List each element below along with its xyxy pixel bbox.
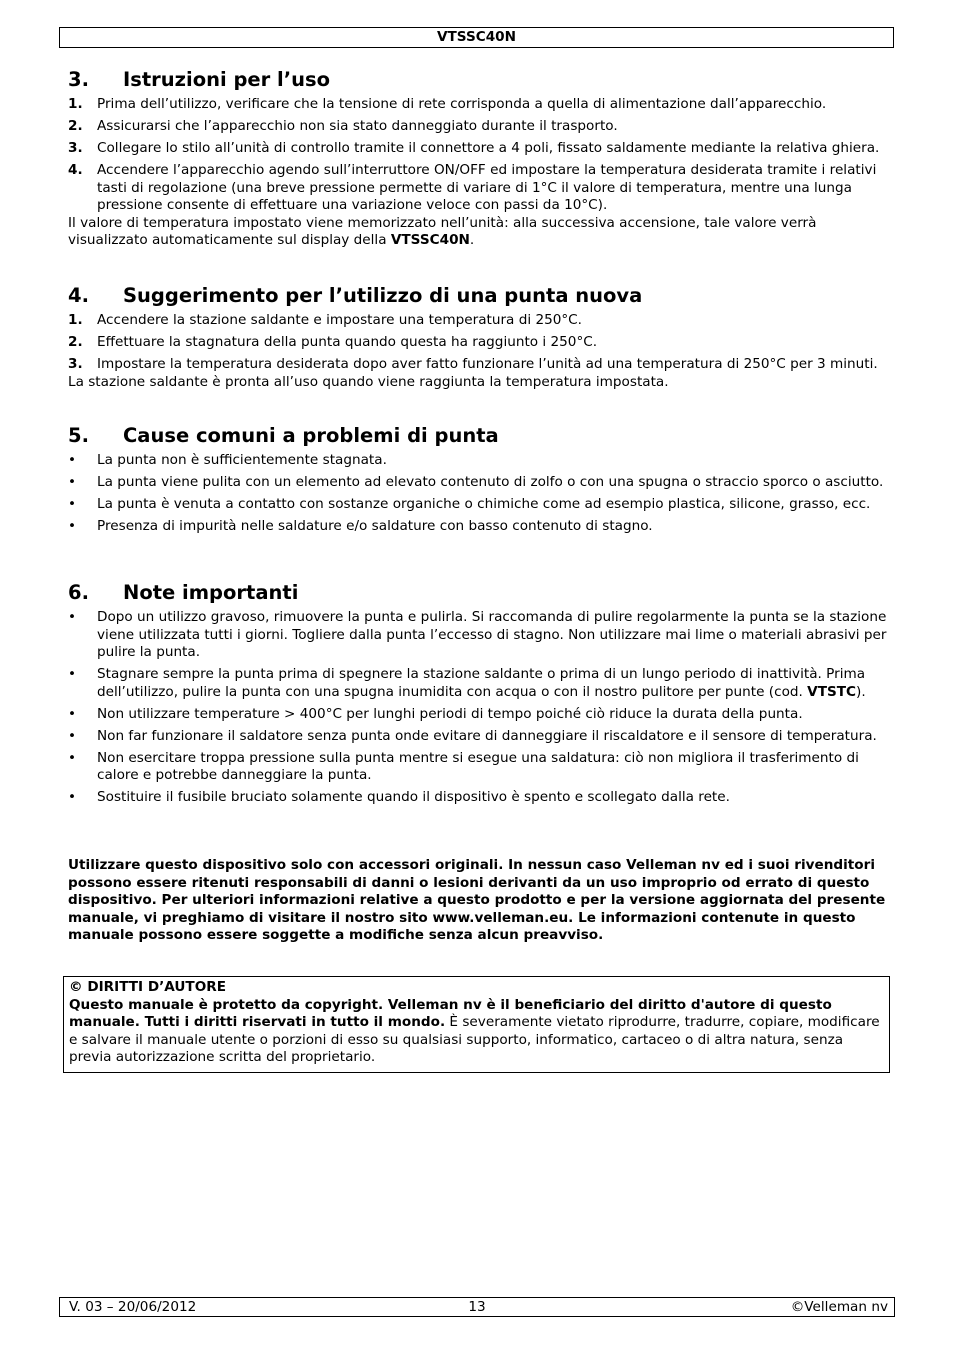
memory-note: Il valore di temperatura impostato viene memorizzato nell’unità: alla successiva accensione, tale valore verrà visualizzato automaticamente sul display della VTSSC40N. [68,214,817,248]
list-item: • Non utilizzare temperature > 400°C per lunghi periodi di tempo poiché ciò riduce la durata della punta. [68,705,803,722]
section-tip-problems [68,424,890,536]
section-6-heading: 6. Note importanti [68,581,299,604]
page-header [59,27,894,48]
list-item: • La punta non è sufficientemente stagnata. [68,452,387,468]
list-item: • Dopo un utilizzo gravoso, rimuovere la punta e pulirla. Si raccomanda di pulire regolarmente la punta se la stazione viene utilizzata tutti i giorni. Togliere dalla punta l’eccesso di stagno. Non utilizzare mai lime o materiali abrasivi per pulire la punta. [68,609,887,660]
list-item: • La punta è venuta a contatto con sostanze organiche o chimiche come ad esempio plastica, silicone, grasso, ecc. [68,496,871,512]
list-item: • Stagnare sempre la punta prima di spegnere la stazione saldante o prima di un lungo periodo di inattività. Prima dell’utilizzo, pulire la punta con una spugna inumidita con acqua o con il nostro pulitore per punte (cod. VTSTC). [68,666,866,700]
list-item: 2. Assicurarsi che l’apparecchio non sia stato danneggiato durante il trasporto. [68,118,618,134]
list-item: 1. Prima dell’utilizzo, verificare che la tensione di rete corrisponda a quella di alimentazione dall’apparecchio. [68,96,827,112]
new-tip-steps [68,312,890,374]
ready-note: La stazione saldante è pronta all’uso quando viene raggiunta la temperatura impostata. [68,373,669,390]
copyright-text: Questo manuale è protetto da copyright. Velleman nv è il beneficiario del diritto d'autore di questo manuale. Tutti i diritti riservati in tutto il mondo. È severamente vietato riprodurre, tradurre, copiare, modificare e salvare il manuale utente o porzioni di esso su qualsiasi supporto, informatico, cartaceo o di altra natura, senza previa autorizzazione scritta del proprietario. [69,996,880,1065]
list-item: 3. Impostare la temperatura desiderata dopo aver fatto funzionare l’unità ad una temperatura di 250°C per 3 minuti. [68,356,878,372]
copyright-title: © DIRITTI D’AUTORE [69,979,227,995]
footer-brand: ©Velleman nv [790,1299,888,1315]
list-item: • La punta viene pulita con un elemento ad elevato contenuto di zolfo o con una spugna o straccio sporco o asciutto. [68,474,884,490]
list-item: 4. Accendere l’apparecchio agendo sull’interruttore ON/OFF ed impostare la temperatura desiderata tramite i relativi tasti di regolazione (una breve pressione permette di variare di 1°C il valore di temperatura, mentre una lunga pressione consente di effettuare una variazione veloce con passi da 10°C). [68,162,877,213]
page-footer [59,1297,895,1317]
disclaimer [68,857,890,945]
list-item: 3. Collegare lo stilo all’unità di controllo tramite il connettore a 4 poli, fissato saldamente mediante la relativa ghiera. [68,140,880,156]
list-item: 2. Effettuare la stagnatura della punta quando questa ha raggiunto i 250°C. [68,334,598,350]
header-model: VTSSC40N [436,29,517,45]
list-item: • Sostituire il fusibile bruciato solamente quando il dispositivo è spento e scollegato dalla rete. [68,789,730,805]
section-new-tip [68,284,890,391]
section-4-heading: 4. Suggerimento per l’utilizzo di una punta nuova [68,284,643,307]
section-3-heading: 3. Istruzioni per l’uso [68,68,331,91]
usage-steps [68,96,890,215]
footer-page-number: 13 [468,1299,486,1315]
copyright-box [63,976,890,1073]
section-usage [68,68,890,250]
important-notes-list [68,609,890,807]
disclaimer-text: Utilizzare questo dispositivo solo con accessori originali. In nessun caso Velleman nv ed i suoi rivenditori possono essere ritenuti responsabili di danni o lesioni derivanti da un uso improprio od errato di questo dispositivo. Per ulteriori informazioni relative a questo prodotto e per la versione aggiornata del presente manuale, vi preghiamo di visitare il nostro sito www.velleman.eu. Le informazioni contenute in questo manuale possono essere soggette a modifiche senza alcun preavviso. [68,857,886,943]
list-item: • Non far funzionare il saldatore senza punta onde evitare di danneggiare il riscaldatore e il sensore di temperatura. [68,727,877,744]
list-item: 1. Accendere la stazione saldante e impostare una temperatura di 250°C. [68,312,582,328]
list-item: • Non esercitare troppa pressione sulla punta mentre si esegue una saldatura: ciò non migliora il trasferimento di calore e potrebbe danneggiare la punta. [68,749,859,783]
list-item: • Presenza di impurità nelle saldature e/o saldature con basso contenuto di stagno. [68,518,653,534]
footer-version: V. 03 – 20/06/2012 [69,1299,197,1315]
section-5-heading: 5. Cause comuni a problemi di punta [68,424,499,447]
tip-problem-list [68,452,890,536]
section-important-notes [68,581,890,807]
